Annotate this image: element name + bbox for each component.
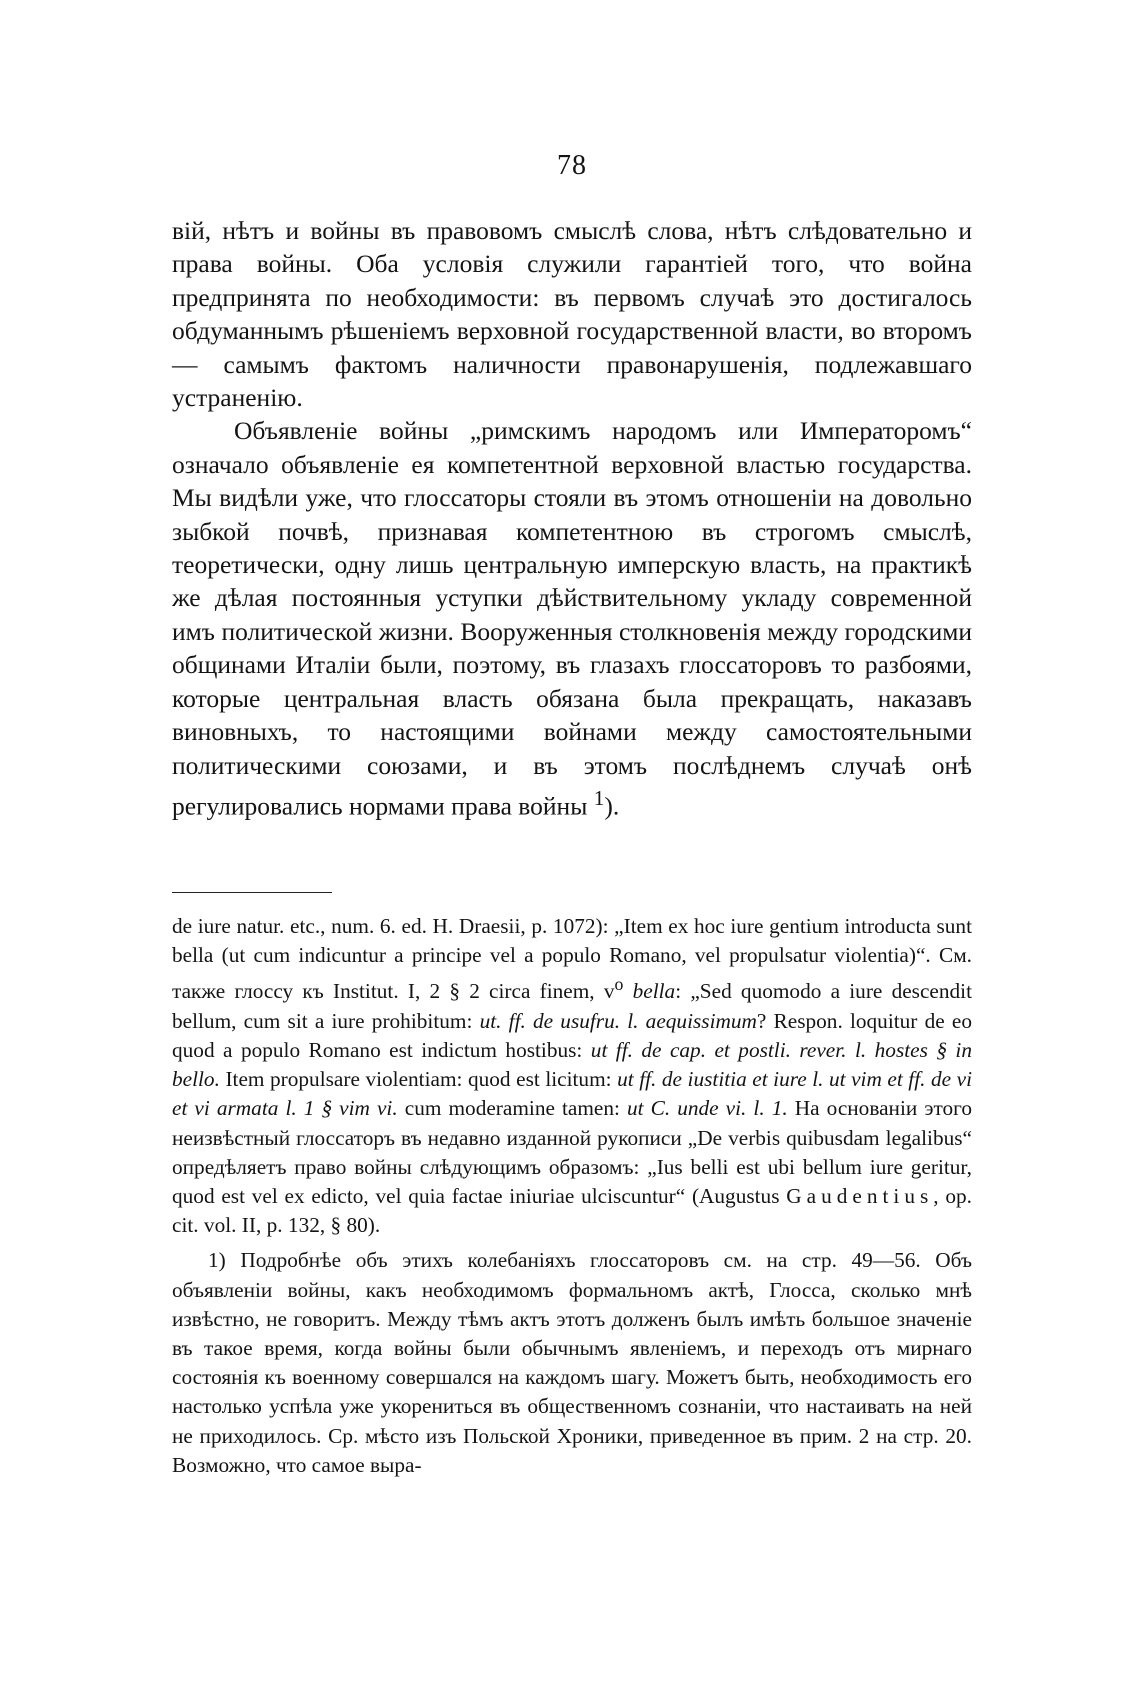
footnote-1: 1) Подробнѣе объ этихъ колебаніяхъ глоссаторовъ см. на стр. 49—56. Объ объявленіи войны, какъ необходимомъ формальномъ актѣ, Глосса, сколько мнѣ извѣстно, не говоритъ. Между тѣмъ актъ этотъ долженъ былъ имѣть большое значеніе въ такое время, когда войны были обычнымъ явленіемъ, и переходъ отъ мирнаго состоянія къ военному совершался на каждомъ шагу. Можетъ быть, необходимость его настолько успѣла уже укорениться въ общественномъ сознаніи, что настаивать на ней не приходилось. Ср. мѣсто изъ Польской Хроники, приведенное въ прим. 2 на стр. 20. Возможно, что самое выра- (172, 1248, 972, 1477)
citation: ut C. unde vi. l. 1. (627, 1096, 788, 1121)
spaced-name: Gaudentius (786, 1183, 934, 1208)
paragraph (172, 414, 972, 822)
footnote-divider (172, 892, 332, 893)
main-text (172, 214, 972, 823)
footnote-text: de iure natur. etc., num. 6. ed. H. Draesii, p. 1072): „Item ex hoc iure gentium introducta sunt bella (ut cum indicuntur a principe vel a populo Romano, vel propulsatur violentia)“. См. также глоссу къ Institut. I, 2 § 2 circa finem, v (172, 914, 972, 1004)
footnote-text: : „Sed quomodo a iure descendit bellum, cum sit a iure prohibitum: (172, 979, 972, 1033)
citation: bella (632, 979, 676, 1004)
footnote-text: На основаніи этого неизвѣстный глоссаторъ въ недавно изданной рукописи „De verbis quibusdam legalibus“ опредѣляетъ право войны слѣдующимъ образомъ: „Ius belli est ubi bellum iure geritur, quod est vel ex edicto, vel quia factae iniuriae ulciscuntur“ (Augustus (172, 1096, 973, 1208)
paragraph-end: ). (604, 791, 620, 821)
citation: ut. ff. de usufru. l. aequissimum (479, 1008, 757, 1033)
citation: ut ff. de iustitia et iure l. ut vim et ff. de vi et vi armata l. 1 § vim vi. (172, 1067, 972, 1121)
book-page (172, 0, 972, 1695)
footnote-text: cum moderamine tamen: (397, 1096, 627, 1121)
footnote-continued (172, 912, 972, 1240)
paragraph-text: Объявленіе войны „римскимъ народомъ или Императоромъ“ означало объявленіе ея компетентной верховной властью государства. Мы видѣли уже, что глоссаторы стояли въ этомъ отношеніи на довольно зыбкой почвѣ, признавая компетентною въ строгомъ смыслѣ, теоретически, одну лишь центральную имперскую власть, на практикѣ же дѣлая постоянныя уступки дѣйствительному укладу современной имъ политической жизни. Вооруженныя столкновенія между городскими общинами Италіи были, поэтому, въ глазахъ глоссаторовъ то разбоями, которые центральная власть обязана была прекращать, наказавъ виновныхъ, то настоящими войнами между самостоятельными политическими союзами, и въ этомъ послѣднемъ случаѣ онѣ регулировались нормами права войны (172, 416, 972, 821)
paragraph: вій, нѣтъ и войны въ правовомъ смыслѣ слова, нѣтъ слѣдовательно и права войны. Оба условія служили гарантіей того, что война предпринята по необходимости: въ первомъ случаѣ это достигалось обдуманнымъ рѣшеніемъ верховной государственной власти, во второмъ — самымъ фактомъ наличности правонарушенія, подлежавшаго устраненію. (172, 216, 972, 413)
superscript: o (614, 974, 624, 995)
footnote-text: ? Respon. loquitur de eo quod a populo Romano est indictum hostibus: (172, 1008, 972, 1062)
footnotes (172, 912, 972, 1480)
citation: ut ff. de cap. et postli. rever. l. hostes § in bello. (172, 1037, 972, 1092)
footnote-text: , op. cit. vol. II, p. 132, § 80). (172, 1183, 972, 1238)
page-number: 78 (557, 150, 587, 181)
footnote-reference[interactable]: 1 (593, 785, 605, 810)
footnote-text: Item propulsare violentiam: quod est licitum: (219, 1067, 618, 1092)
footnote-text (623, 980, 632, 1004)
